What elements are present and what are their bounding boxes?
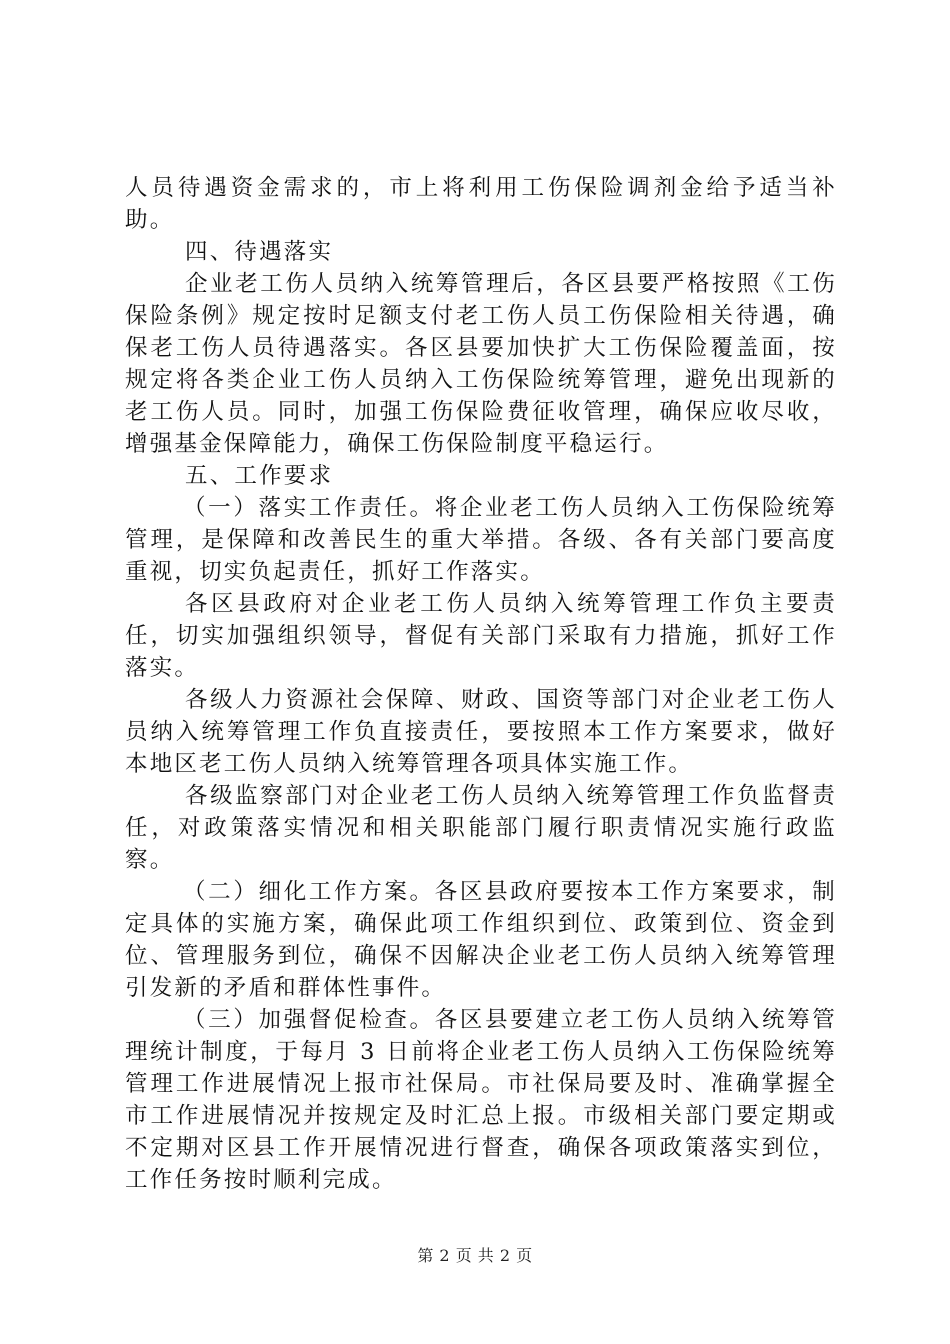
paragraph-requirement-3: （三）加强督促检查。各区县要建立老工伤人员纳入统筹管理统计制度，于每月 3 日前将企业老工伤人员纳入工伤保险统筹管理工作进展情况上报市社保局。市社保局要及时、准确掌握全市工作进展情况并按规定及时汇总上报。市级相关部门要定期或不定期对区县工作开展情况进行督查，确保各项政策落实到位，工作任务按时顺利完成。 [125,1007,837,1193]
paragraph-department-responsibility: 各级人力资源社会保障、财政、国资等部门对企业老工伤人员纳入统筹管理工作负直接责任，要按照本工作方案要求，做好本地区老工伤人员纳入统筹管理各项具体实施工作。 [125,687,837,777]
section-heading-requirements: 五、工作要求 [185,463,334,489]
paragraph-continuation: 人员待遇资金需求的，市上将利用工伤保险调剂金给予适当补助。 [125,175,837,233]
section-heading-benefits: 四、待遇落实 [185,239,334,265]
paragraph-county-responsibility: 各区县政府对企业老工伤人员纳入统筹管理工作负主要责任，切实加强组织领导，督促有关部门采取有力措施，抓好工作落实。 [125,591,837,681]
paragraph-requirement-2: （二）细化工作方案。各区县政府要按本工作方案要求，制定具体的实施方案，确保此项工作组织到位、政策到位、资金到位、管理服务到位，确保不因解决企业老工伤人员纳入统筹管理引发新的矛盾和群体性事件。 [125,879,837,1001]
page-footer: 第 2 页 共 2 页 [417,1246,533,1265]
document-body [125,172,837,1196]
paragraph-supervision-responsibility: 各级监察部门对企业老工伤人员纳入统筹管理工作负监督责任，对政策落实情况和相关职能部门履行职责情况实施行政监察。 [125,783,837,873]
paragraph-requirement-1: （一）落实工作责任。将企业老工伤人员纳入工伤保险统筹管理，是保障和改善民生的重大举措。各级、各有关部门要高度重视，切实负起责任，抓好工作落实。 [125,495,837,585]
paragraph-benefits: 企业老工伤人员纳入统筹管理后，各区县要严格按照《工伤保险条例》规定按时足额支付老工伤人员工伤保险相关待遇，确保老工伤人员待遇落实。各区县要加快扩大工伤保险覆盖面，按规定将各类企业工伤人员纳入工伤保险统筹管理，避免出现新的老工伤人员。同时，加强工伤保险费征收管理，确保应收尽收，增强基金保障能力，确保工伤保险制度平稳运行。 [125,271,837,457]
